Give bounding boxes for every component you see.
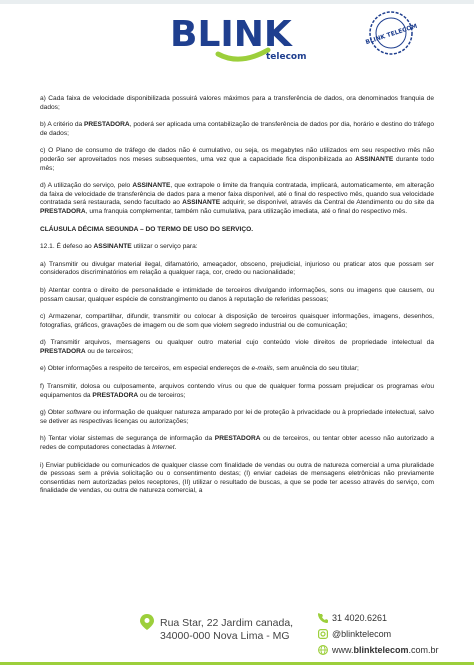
seal-text: BLINK TELECOM <box>364 22 419 47</box>
logo-subtitle: telecom <box>266 52 307 62</box>
blink-logo-graphic <box>170 10 310 66</box>
paragraph-g2: g) Obter software ou informação de qualquer natureza amparado por lei de proteção à privacidade ou à propriedade intelectual, salvo se detiver as respectivas licenças ou autorizações; <box>40 409 434 425</box>
phone-number[interactable]: 31 4020.6261 <box>332 613 388 623</box>
seal-badge-icon <box>364 10 419 56</box>
quality-seal <box>364 10 419 56</box>
location-pin-icon <box>140 614 154 630</box>
address-line-2: 34000-000 Nova Lima - MG <box>160 629 290 642</box>
paragraph-c1: c) O Plano de consumo de tráfego de dados não é cumulativo, ou seja, os megabytes não utilizados em seu respectivo mês não poderão ser aproveitados nos meses subsequentes, uma vez que a capacidade fica disponibilizada ao ASSINANTE durante todo mês; <box>40 147 434 172</box>
paragraph-i2: i) Enviar publicidade ou comunicados de qualquer classe com finalidade de vendas ou outra de natureza comercial a uma pluralidade de pessoas sem a prévia solicitação ou o consentimento destas; (I) enviar cadeias de mensagens eletrônicas não previamente consentidas nem autorizadas pelos receptores, (II) utilizar o resultado de buscas, a que se pode ter acesso através do serviço, com finalidade de vendas, ou outra de natureza comercial, a <box>40 461 434 495</box>
social-handle[interactable]: @blinktelecom <box>332 629 392 639</box>
paragraph-b2: b) Atentar contra o direito de personalidade e intimidade de terceiros divulgando informações, sons ou imagens que causem, ou possam causar, qualquer espécie de constrangimento ou danos à reputação de referidas pessoas; <box>40 286 434 303</box>
contact-block <box>318 610 439 658</box>
document-body <box>40 95 434 505</box>
top-bar <box>0 0 474 4</box>
website-link[interactable]: www.blinktelecom.com.br <box>332 645 439 655</box>
footer <box>0 600 474 665</box>
address-line-1: Rua Star, 22 Jardim canada, <box>160 617 294 629</box>
paragraph-12-1: 12.1. É defeso ao ASSINANTE utilizar o serviço para: <box>40 243 198 251</box>
blink-logo <box>170 10 310 66</box>
paragraph-e2: e) Obter informações a respeito de terceiros, em especial endereços de e-mails, sem anuência do seu titular; <box>40 365 359 373</box>
paragraph-d2: d) Transmitir arquivos, mensagens ou qualquer outro material cujo conteúdo viole direitos de propriedade intelectual da PRESTADORA ou de terceiros; <box>40 339 434 355</box>
paragraph-f2: f) Transmitir, dolosa ou culposamente, arquivos contendo vírus ou que de qualquer forma possam prejudicar os programas e/ou equipamentos da PRESTADORA ou de terceiros; <box>40 383 434 399</box>
address-block <box>160 617 293 642</box>
phone-icon <box>318 613 328 623</box>
paragraph-c2: c) Armazenar, compartilhar, difundir, transmitir ou colocar à disposição de terceiros quaisquer informações, imagens, desenhos, fotografias, gráficos, gravações de imagem ou de som que violem segredo industrial ou de comunicação; <box>40 313 434 329</box>
globe-icon <box>318 645 328 655</box>
phone-row <box>318 610 439 626</box>
paragraph-a2: a) Transmitir ou divulgar material ilegal, difamatório, ameaçador, obsceno, prejudicial, injurioso ou praticar atos que possam ser considerados discriminatórios em relação a qualquer raça, cor, credo ou nacionalidade; <box>40 260 434 277</box>
paragraph-b1: b) A critério da PRESTADORA, poderá ser aplicada uma contabilização de transferência de dados por dia, horário e destino do tráfego de dados; <box>40 121 434 137</box>
paragraph-a1: a) Cada faixa de velocidade disponibilizada possuirá valores máximos para a transferência de dados, ora denominados franquia de dados; <box>40 95 434 111</box>
clause-heading: CLÁUSULA DÉCIMA SEGUNDA – DO TERMO DE USO DO SERVIÇO. <box>40 225 254 233</box>
social-row <box>318 626 439 642</box>
website-row <box>318 642 439 658</box>
instagram-icon <box>318 629 328 639</box>
paragraph-h2: h) Tentar violar sistemas de segurança de informação da PRESTADORA ou de terceiros, ou tentar obter acesso não autorizado a redes de computadores conectadas à Internet. <box>40 435 434 452</box>
logo-wordmark: BLINK <box>170 14 292 55</box>
paragraph-d1: d) A utilização do serviço, pelo ASSINANTE, que extrapole o limite da franquia contratada, implicará, automaticamente, em alteração da faixa de velocidade de transferência de dados para a menor faixa disponível, até o final do respectivo mês, quando sua velocidade contratada será restaurada, sendo facultado ao ASSINANTE adquirir, se disponível, através da Central de Atendimento ou do site da PRESTADORA, uma franquia complementar, também não cumulativa, para utilização imediata, até o final do respectivo mês. <box>40 182 434 215</box>
